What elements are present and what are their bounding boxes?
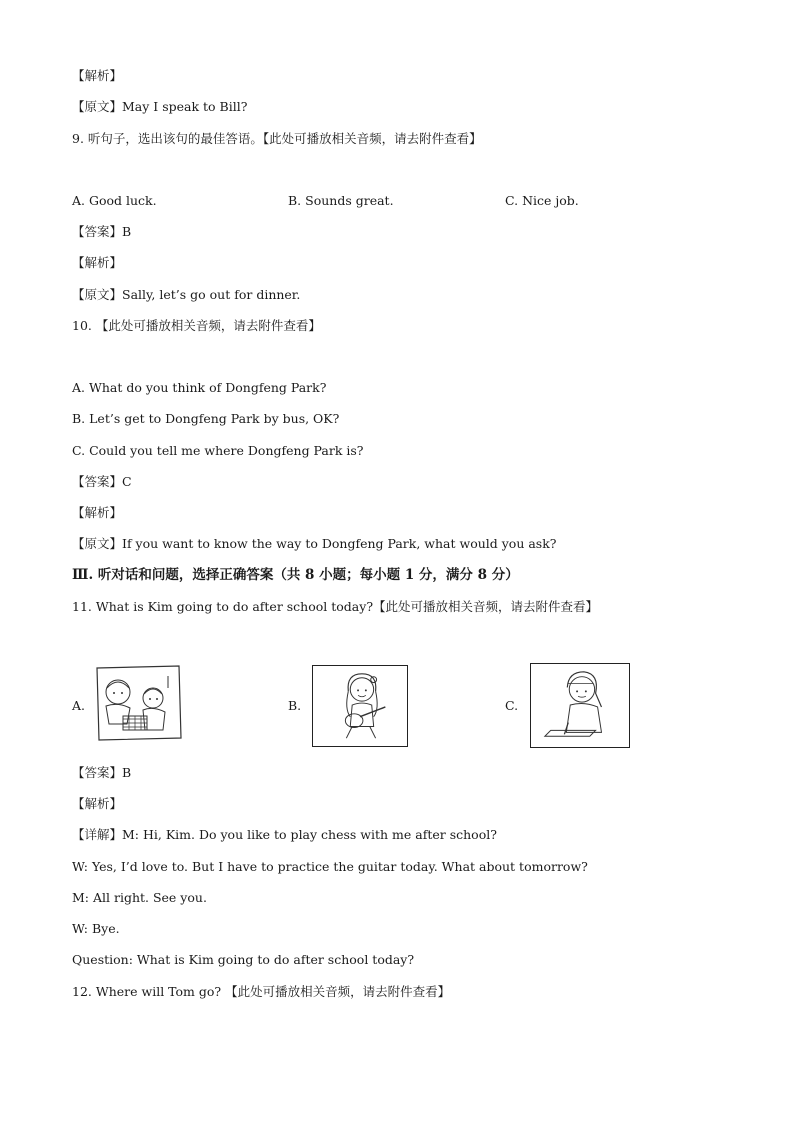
analysis-11: 【解析】 bbox=[72, 796, 123, 811]
section-heading-3: Ⅲ. 听对话和问题，选择正确答案（共 8 小题；每小题 1 分，满分 8 分） bbox=[72, 567, 519, 583]
question-12: 12. Where will Tom go? 【此处可播放相关音频，请去附件查看】 bbox=[72, 984, 451, 999]
q10-option-a: A. What do you think of Dongfeng Park? bbox=[72, 380, 327, 395]
answer-9: 【答案】B bbox=[72, 224, 132, 239]
q11-option-c-label: C. bbox=[505, 698, 519, 713]
line-transcript-8: 【原文】May I speak to Bill? bbox=[72, 99, 248, 114]
q9-option-b: B. Sounds great. bbox=[288, 193, 394, 208]
question-11: 11. What is Kim going to do after school today?【此处可播放相关音频，请去附件查看】 bbox=[72, 599, 599, 614]
q11-option-a-label: A. bbox=[72, 698, 86, 713]
q10-option-c: C. Could you tell me where Dongfeng Park is? bbox=[72, 443, 364, 458]
answer-10: 【答案】C bbox=[72, 474, 132, 489]
detail-11: 【详解】M: Hi, Kim. Do you like to play chess with me after school? bbox=[72, 827, 497, 842]
transcript-10: 【原文】If you want to know the way to Dongfeng Park, what would you ask? bbox=[72, 536, 557, 551]
q10-option-b: B. Let’s get to Dongfeng Park by bus, OK? bbox=[72, 411, 340, 426]
line-analysis-1: 【解析】 bbox=[72, 68, 123, 83]
analysis-10: 【解析】 bbox=[72, 505, 123, 520]
answer-11: 【答案】B bbox=[72, 765, 132, 780]
q9-option-a: A. Good luck. bbox=[72, 193, 157, 208]
question-9: 9. 听句子，选出该句的最佳答语。【此处可播放相关音频，请去附件查看】 bbox=[72, 131, 482, 146]
dialog-line-m2: M: All right. See you. bbox=[72, 890, 207, 905]
writing-picture bbox=[530, 663, 630, 748]
analysis-9: 【解析】 bbox=[72, 255, 123, 270]
dialog-question-11: Question: What is Kim going to do after school today? bbox=[72, 952, 415, 967]
dialog-line-w1: W: Yes, I’d love to. But I have to practice the guitar today. What about tomorrow? bbox=[72, 859, 588, 874]
transcript-9: 【原文】Sally, let’s go out for dinner. bbox=[72, 287, 301, 302]
q11-option-b-label: B. bbox=[288, 698, 302, 713]
guitar-picture bbox=[312, 665, 408, 747]
dialog-line-w2: W: Bye. bbox=[72, 921, 120, 936]
question-10: 10. 【此处可播放相关音频，请去附件查看】 bbox=[72, 318, 321, 333]
chess-picture bbox=[93, 664, 183, 742]
q9-option-c: C. Nice job. bbox=[505, 193, 579, 208]
